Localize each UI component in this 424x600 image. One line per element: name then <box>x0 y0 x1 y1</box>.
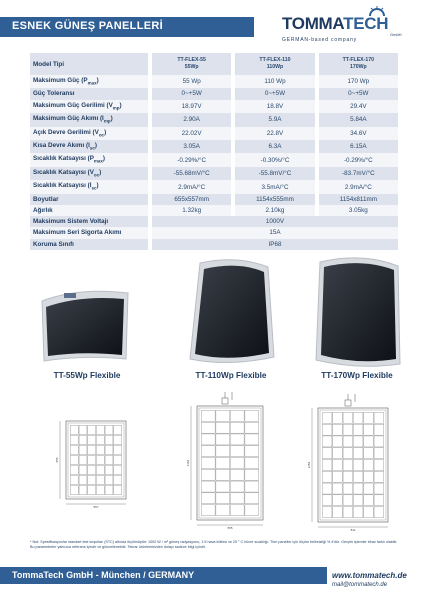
cell-value: 29.4V <box>319 100 398 113</box>
row-label-tail: ) <box>104 128 107 136</box>
width-dimension-label: 811 <box>350 528 356 532</box>
logo-gmbh: GmbH <box>390 32 402 37</box>
cell-value: -0.29%/°C <box>152 153 231 166</box>
row-label-text: Boyutlar <box>33 195 59 203</box>
table-row <box>30 194 398 205</box>
cell-value: -0.30%/°C <box>235 153 314 166</box>
tommatech-logo[interactable] <box>270 6 420 46</box>
row-label-subscript: oc <box>93 172 100 178</box>
cell-value: 6.15A <box>319 140 398 153</box>
row-label <box>30 88 148 99</box>
footnote: * Not: Spesifikasyonlar standart test koşulları (STC) altında ölçülmüştür: 1000 W / m² güneş radyasyonu, 1.5 hava kütlesi ve 25 ° C hücre sıcaklığı. Tüm paneller için ölçüm belirsizliği % 4'dür. Gerçek işlemler biraz farklı olabilir. Bu parametreler yalnızca referans içindir ve güncellenebilir. Tekrar ürünlerimizden dolayı sadece bilgi içindir. <box>30 540 398 549</box>
row-label-text: Kısa Devre Akımı (I <box>33 142 90 150</box>
height-dimension-label: 1154 <box>307 461 311 469</box>
logo-wordmark: TOMMATECH <box>282 14 389 33</box>
panel-photo-170w <box>312 252 404 370</box>
row-label-text: Maksimum Güç (P <box>33 77 88 84</box>
row-label-tail: ) <box>99 168 102 176</box>
row-label <box>30 75 148 88</box>
row-label <box>30 180 148 193</box>
model-header: TT-FLEX-55 55Wp <box>152 53 231 75</box>
cell-value: 22.8V <box>235 127 314 140</box>
drawing-55w <box>50 415 130 510</box>
row-label <box>30 205 148 216</box>
cell-value: -0.29%/°C <box>319 153 398 166</box>
cell-value: 2.9mA/°C <box>152 180 231 193</box>
table-row <box>30 113 398 126</box>
footer-bar <box>0 567 327 584</box>
cell-value: 22.02V <box>152 127 231 140</box>
row-label-subscript: sc <box>91 185 97 191</box>
junction-box <box>222 398 228 404</box>
page-title: ESNEK GÜNEŞ PANELLERİ <box>12 20 163 32</box>
cell-value: 1154x811mm <box>319 194 398 205</box>
row-label <box>30 100 148 113</box>
drawing-170w <box>306 392 396 532</box>
row-label-text: Maksimum Güç Gerilimi (V <box>33 101 113 109</box>
panel-photo-55w <box>38 285 132 365</box>
row-label-subscript: mp <box>103 118 111 124</box>
cell-value: 15A <box>152 227 398 238</box>
row-label: Maksimum Seri Sigorta Akımı <box>30 227 148 238</box>
table-row <box>30 205 398 216</box>
cell-value: 110 Wp <box>235 75 314 88</box>
cell-value: IP68 <box>152 239 398 250</box>
row-label <box>30 167 148 180</box>
spec-table <box>30 53 398 250</box>
row-label-text: Maksimum Güç Akımı (I <box>33 115 104 123</box>
row-label-text: Güç Toleransı <box>33 90 75 98</box>
cell-value: 655x557mm <box>152 194 231 205</box>
table-row <box>30 167 398 180</box>
row-label-tail: ) <box>110 115 113 123</box>
table-row <box>30 239 398 250</box>
cell-value: 0~+5W <box>235 88 314 99</box>
cell-value: -55.68mV/°C <box>152 167 231 180</box>
cell-value: 6.3A <box>235 140 314 153</box>
panel-outline <box>318 408 388 522</box>
row-label-subscript: sc <box>89 145 95 151</box>
table-row <box>30 180 398 193</box>
drawing-110w <box>185 390 273 530</box>
cell-value: 2.10kg <box>235 205 314 216</box>
cell-value: 0~+5W <box>319 88 398 99</box>
table-row <box>30 75 398 88</box>
cell-value: -55.8mV/°C <box>235 167 314 180</box>
row-label-text: Ağırlık <box>33 207 53 215</box>
title-bar <box>0 17 254 37</box>
height-dimension-label: 655 <box>55 457 59 463</box>
row-label-text: Açık Devre Gerilimi (V <box>33 128 99 136</box>
row-label-text: Sıcaklık Katsayısı (V <box>33 168 94 176</box>
panel-photo-110w <box>178 255 278 367</box>
table-row <box>30 127 398 140</box>
row-label-tail: ) <box>119 101 122 109</box>
table-row <box>30 140 398 153</box>
row-label-tail: ) <box>96 77 99 84</box>
caption-170w: TT-170Wp Flexible <box>321 371 393 380</box>
website-link[interactable]: www.tommatech.de <box>332 571 407 580</box>
model-header: TT-FLEX-170 170Wp <box>319 53 398 75</box>
row-label <box>30 127 148 140</box>
caption-55w: TT-55Wp Flexible <box>53 371 121 380</box>
model-header: TT-FLEX-110 110Wp <box>235 53 314 75</box>
row-label-tail: ) <box>102 155 106 163</box>
logo-tagline: GERMAN-based company <box>282 37 357 43</box>
width-dimension-label: 555 <box>227 526 233 530</box>
panel-outline <box>197 406 263 520</box>
cell-value: 3.5mA/°C <box>235 180 314 193</box>
corner-label: Model Tipi <box>30 53 148 75</box>
height-dimension-label: 1154 <box>186 459 190 467</box>
table-row <box>30 216 398 227</box>
table-header-row <box>30 53 398 75</box>
row-label <box>30 153 148 166</box>
email-link[interactable]: mail@tommatech.de <box>332 582 388 588</box>
table-row <box>30 88 398 99</box>
cell-value: 3.05kg <box>319 205 398 216</box>
cell-value: 3.05A <box>152 140 231 153</box>
cell-value: 55 Wp <box>152 75 231 88</box>
footer-company: TommaTech GmbH - München / GERMANY <box>12 570 195 580</box>
row-label: Koruma Sınıfı <box>30 239 148 250</box>
row-label-subscript: max <box>93 158 103 164</box>
cell-value: 170 Wp <box>319 75 398 88</box>
page-header <box>0 0 424 46</box>
row-label-subscript: mp <box>112 104 120 110</box>
row-label <box>30 140 148 153</box>
cell-value: -83.7mV/°C <box>319 167 398 180</box>
row-label-text: Sıcaklık Katsayısı (P <box>33 155 94 163</box>
cell-value: 0~+5W <box>152 88 231 99</box>
cell-value: 1.32kg <box>152 205 231 216</box>
junction-box <box>345 400 351 406</box>
cell-value: 5.9A <box>235 113 314 126</box>
cell-value: 2.9mA/°C <box>319 180 398 193</box>
row-label-text: Sıcaklık Katsayısı (I <box>33 182 92 190</box>
row-label-subscript: oc <box>98 131 105 137</box>
row-label-tail: ) <box>96 182 99 190</box>
cell-value: 34.6V <box>319 127 398 140</box>
row-label-subscript: max <box>87 80 97 86</box>
table-row <box>30 153 398 166</box>
row-label: Maksimum Sistem Voltajı <box>30 216 148 227</box>
table-row <box>30 100 398 113</box>
caption-110w: TT-110Wp Flexible <box>195 371 267 380</box>
cell-value: 1154x555mm <box>235 194 314 205</box>
row-label <box>30 113 148 126</box>
cell-value: 18.97V <box>152 100 231 113</box>
row-label <box>30 194 148 205</box>
cell-value: 18.8V <box>235 100 314 113</box>
panel-outline <box>66 421 126 499</box>
cell-value: 5.84A <box>319 113 398 126</box>
cell-value: 1000V <box>152 216 398 227</box>
cell-value: 2.90A <box>152 113 231 126</box>
row-label-tail: ) <box>94 142 97 150</box>
table-row <box>30 227 398 238</box>
width-dimension-label: 557 <box>93 505 99 509</box>
